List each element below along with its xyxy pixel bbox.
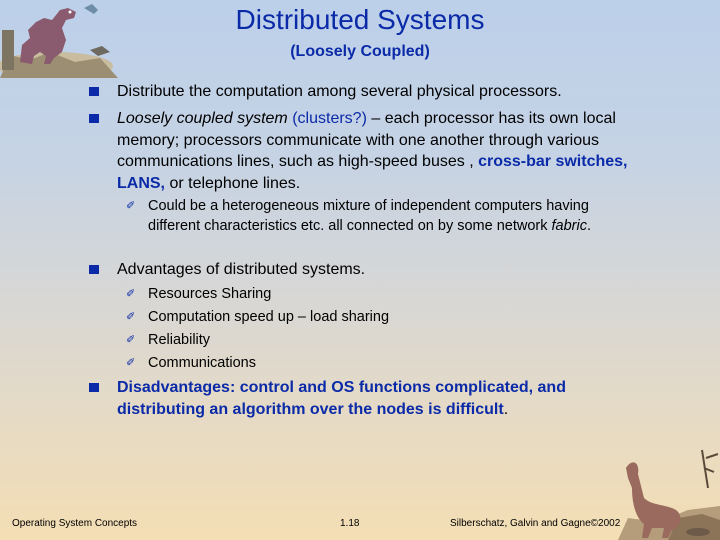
- clusters-label: (clusters?): [292, 110, 367, 127]
- bullet-advantages: [117, 259, 657, 281]
- advantage-item: [126, 329, 648, 352]
- bullet-distribute-computation: [117, 81, 657, 103]
- sub-bullet-heterogeneous: [126, 197, 628, 236]
- slide-subtitle: (Loosely Coupled): [290, 43, 430, 60]
- bullet-text: – each processor has its own local memory; processors communicate with one another through various communications lines, such as high-speed buses ,: [117, 110, 616, 170]
- footer-course: Operating System Concepts: [12, 518, 138, 529]
- sub-bullet-text: Could be a heterogeneous mixture of independent computers having different characteristics etc. all connected on by some network: [148, 198, 589, 234]
- pen-hand-icon: ✐: [126, 200, 136, 212]
- pen-hand-icon: ✐: [126, 334, 136, 346]
- square-bullet-icon: [89, 383, 99, 392]
- pen-hand-icon: ✐: [126, 288, 136, 300]
- advantage-text: Reliability: [148, 332, 211, 348]
- highlight-text: cross-bar switches, LANS,: [117, 153, 628, 192]
- bullet-loosely-coupled: [117, 108, 657, 194]
- advantage-text: Communications: [148, 355, 256, 371]
- pen-hand-icon: ✐: [126, 357, 136, 369]
- advantage-item: [126, 352, 648, 375]
- bullet-disadvantages: [117, 377, 637, 420]
- footer-authors: Silberschatz, Galvin and Gagne©2002: [450, 518, 621, 529]
- advantage-item: [126, 306, 648, 329]
- slide-title: Distributed Systems: [235, 4, 485, 35]
- term-loosely-coupled: Loosely coupled system: [117, 110, 288, 127]
- advantage-text: Resources Sharing: [148, 286, 272, 302]
- footer-page-number: 1.18: [340, 518, 360, 529]
- dinosaur-illustration-bottom-right: [618, 448, 720, 540]
- square-bullet-icon: [89, 265, 99, 274]
- bullet-text: Disadvantages: control and OS functions complicated, and distributing an algorithm over the nodes is difficult: [117, 379, 566, 418]
- advantage-item: [126, 283, 648, 306]
- advantage-text: Computation speed up – load sharing: [148, 309, 390, 325]
- square-bullet-icon: [89, 114, 99, 123]
- sub-bullet-end: .: [586, 217, 592, 234]
- bullet-text-end: or telephone lines.: [165, 174, 301, 192]
- bullet-text-end: .: [503, 400, 509, 418]
- square-bullet-icon: [89, 87, 99, 96]
- bullet-text: Distribute the computation among several physical processors.: [117, 83, 562, 100]
- emph-fabric: fabric: [551, 217, 587, 234]
- bullet-text: Advantages of distributed systems.: [117, 261, 366, 278]
- pen-hand-icon: ✐: [126, 311, 136, 323]
